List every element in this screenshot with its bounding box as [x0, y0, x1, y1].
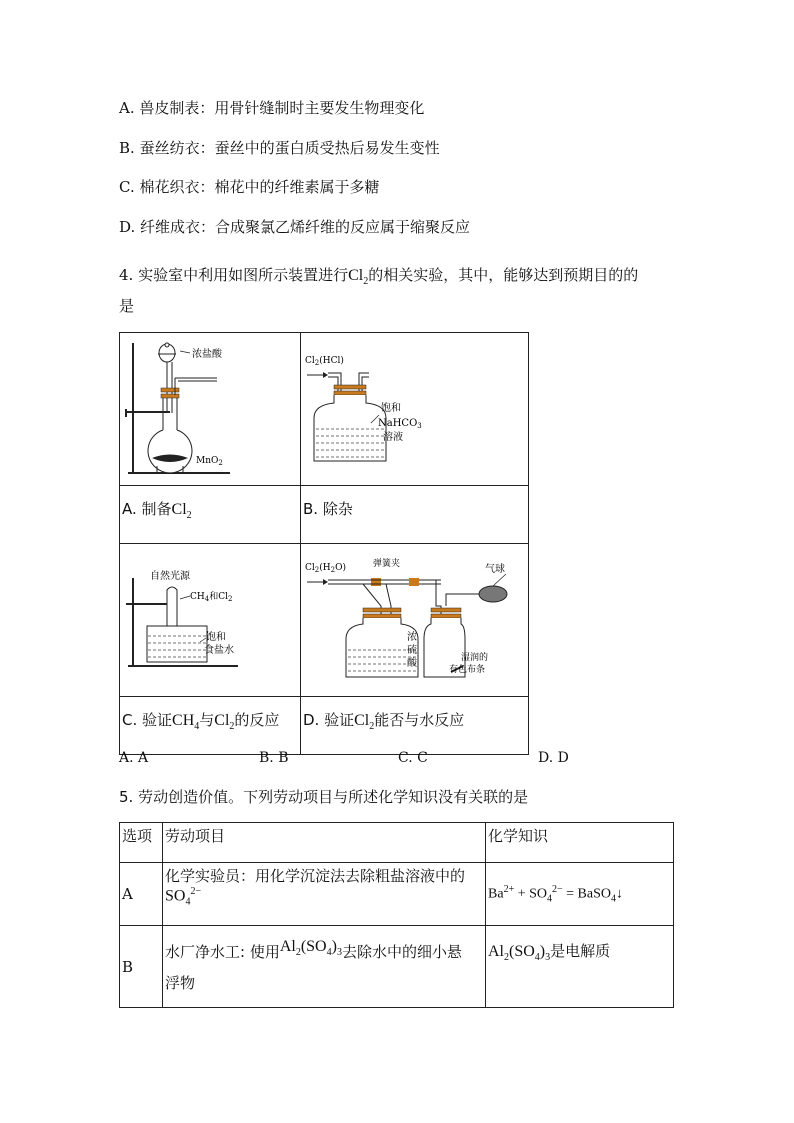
- option-b: [119, 137, 440, 159]
- apparatus-b-diagram: [301, 333, 528, 481]
- label-clip: 弹簧夹: [373, 559, 401, 569]
- chem-subscript: 4: [610, 893, 616, 905]
- label-acid-2: 硫: [407, 645, 417, 656]
- chem-alum: [279, 938, 342, 959]
- chem-subscript: 4: [534, 952, 540, 964]
- project-text: 水厂净水工: 使用: [165, 943, 280, 961]
- header-option: 选项: [120, 823, 163, 863]
- label-ch4-cl2: $CH_4$和$Cl_2$: [190, 592, 233, 603]
- chem-subscript: 4: [185, 896, 191, 908]
- figure-a: [120, 333, 301, 486]
- chem-symbol: + SO: [514, 886, 547, 902]
- apparatus-d-diagram: [301, 544, 528, 692]
- chem-symbol: CH: [172, 712, 195, 729]
- question-number: 4.: [119, 266, 134, 284]
- option-a: [119, 97, 424, 119]
- caption-text: A. 制备: [122, 500, 172, 518]
- answer-c: C. C: [398, 750, 428, 766]
- figure-d: [301, 544, 529, 697]
- chem-symbol: Al: [279, 938, 296, 955]
- label-cloth-1: 湿润的: [461, 653, 489, 663]
- label-acid-3: 酸: [407, 658, 417, 669]
- project-text: 浮物: [165, 974, 196, 993]
- option-letter: A.: [119, 99, 135, 117]
- caption-a: [122, 498, 192, 521]
- answer-a: A. A: [119, 750, 149, 766]
- chem-symbol: Ba: [488, 886, 504, 902]
- table-row: [120, 926, 674, 1008]
- caption-b: B. 除杂: [303, 500, 353, 518]
- chem-cl: [348, 267, 369, 288]
- label-saturated: 饱和: [381, 403, 401, 414]
- stem-text: 的相关实验，其中，能够达到预期目的的: [368, 266, 639, 284]
- caption-c-cell: [120, 697, 301, 755]
- row-option: A: [120, 863, 163, 926]
- option-letter: C.: [119, 178, 135, 196]
- chem-subscript: 3: [336, 947, 342, 959]
- stem-text: 实验室中利用如图所示装置进行: [138, 266, 349, 284]
- chem-symbol: SO: [165, 887, 186, 905]
- label-nahco3: NaHCO$_3$: [378, 418, 422, 430]
- header-project: 劳动项目: [163, 823, 486, 863]
- chem-subscript: 2: [295, 947, 301, 959]
- caption-d: [303, 709, 464, 732]
- chem-subscript: 2: [504, 952, 509, 964]
- caption-a-cell: [120, 486, 301, 544]
- answer-d: D. D: [538, 750, 569, 766]
- chem-symbol: (SO: [509, 943, 535, 960]
- chem-symbol: ): [539, 943, 546, 960]
- chem-subscript: 4: [194, 721, 200, 733]
- option-text: 兽皮制表：用骨针缝制时主要发生物理变化: [139, 99, 425, 117]
- chem-alum: [488, 943, 551, 964]
- chem-symbol: (SO: [300, 938, 327, 955]
- chem-symbol: Al: [488, 943, 504, 960]
- caption-c: [122, 709, 279, 732]
- caption-text: C. 验证: [122, 711, 173, 729]
- chem-subscript: 4: [326, 947, 332, 959]
- row-project: [163, 926, 486, 1008]
- chem-symbol: Cl: [354, 712, 370, 729]
- project-text: 化学实验员：用化学沉淀法去除粗盐溶液中的: [165, 867, 466, 885]
- chem-subscript: 3: [545, 952, 551, 964]
- label-light: 自然光源: [150, 571, 190, 582]
- chem-subscript: 4: [547, 893, 552, 905]
- label-acid-1: 浓: [407, 632, 417, 643]
- question-5-stem: 5. 劳动创造价值。下列劳动项目与所述化学知识没有关联的是: [119, 788, 529, 806]
- chem-subscript: 2: [369, 721, 375, 733]
- knowledge-text: 是电解质: [550, 942, 611, 960]
- chem-cl: [354, 712, 375, 733]
- labor-table: [119, 822, 674, 1008]
- chem-superscript: 2+: [503, 883, 515, 895]
- caption-b-cell: [301, 486, 529, 544]
- stem-text: 是: [119, 297, 135, 315]
- chem-superscript: 2−: [190, 886, 202, 897]
- option-d: [119, 216, 470, 238]
- option-c: [119, 176, 380, 198]
- question-4-stem-cont: [119, 295, 134, 317]
- caption-d-cell: [301, 697, 529, 755]
- label-solution: 溶液: [383, 432, 403, 443]
- chem-superscript: 2−: [552, 883, 563, 895]
- apparatus-a-diagram: [120, 333, 300, 481]
- question-4-stem: [119, 264, 638, 293]
- chem-ch4: [172, 712, 200, 733]
- chem-cl: [214, 712, 235, 733]
- chem-symbol: ): [331, 938, 337, 955]
- option-text: 棉花织衣：棉花中的纤维素属于多糖: [139, 178, 380, 196]
- label-brine: 食盐水: [204, 645, 234, 656]
- project-text: 去除水中的细小悬: [341, 943, 462, 961]
- chem-symbol: = BaSO: [562, 886, 611, 902]
- chem-symbol: Cl: [348, 267, 364, 284]
- option-text: 纤维成衣：合成聚氯乙烯纤维的反应属于缩聚反应: [140, 218, 471, 236]
- figure-b: [301, 333, 529, 486]
- caption-text: D. 验证: [303, 711, 355, 729]
- row-project: [163, 863, 486, 926]
- figure-c: [120, 544, 301, 697]
- chem-symbol: Cl: [214, 712, 230, 729]
- answer-b: B. B: [259, 750, 289, 766]
- row-knowledge: [486, 863, 674, 926]
- apparatus-c-diagram: [120, 544, 300, 692]
- header-knowledge: 化学知识: [486, 823, 674, 863]
- row-knowledge: [486, 926, 674, 1008]
- chem-sulfate: [165, 886, 483, 908]
- apparatus-table: [119, 332, 529, 755]
- gas-label: $Cl_2(H_2O)$: [305, 563, 346, 574]
- gas-label: $Cl_2(HCl)$: [305, 356, 344, 367]
- chem-subscript: 2: [363, 276, 369, 288]
- label-balloon: 气球: [485, 564, 505, 575]
- caption-text: 能否与水反应: [374, 711, 465, 729]
- label-saturated: 饱和: [206, 632, 226, 643]
- caption-text: 的反应: [234, 711, 280, 729]
- label-mno2: MnO$_2$: [196, 456, 223, 467]
- chem-symbol: Cl: [171, 501, 187, 518]
- chem-subscript: 2: [229, 721, 235, 733]
- row-option: B: [120, 926, 163, 1008]
- label-cloth-2: 有色布条: [449, 665, 486, 675]
- caption-text: 与: [199, 711, 215, 729]
- table-row: [120, 863, 674, 926]
- label-hcl: 浓盐酸: [192, 349, 222, 360]
- option-letter: D.: [119, 218, 136, 236]
- chem-cl: [171, 501, 192, 522]
- precipitate-arrow: ↓: [615, 886, 623, 902]
- option-text: 蚕丝纺衣：蚕丝中的蛋白质受热后易发生变性: [139, 139, 440, 157]
- chem-subscript: 2: [186, 510, 192, 522]
- option-letter: B.: [119, 139, 135, 157]
